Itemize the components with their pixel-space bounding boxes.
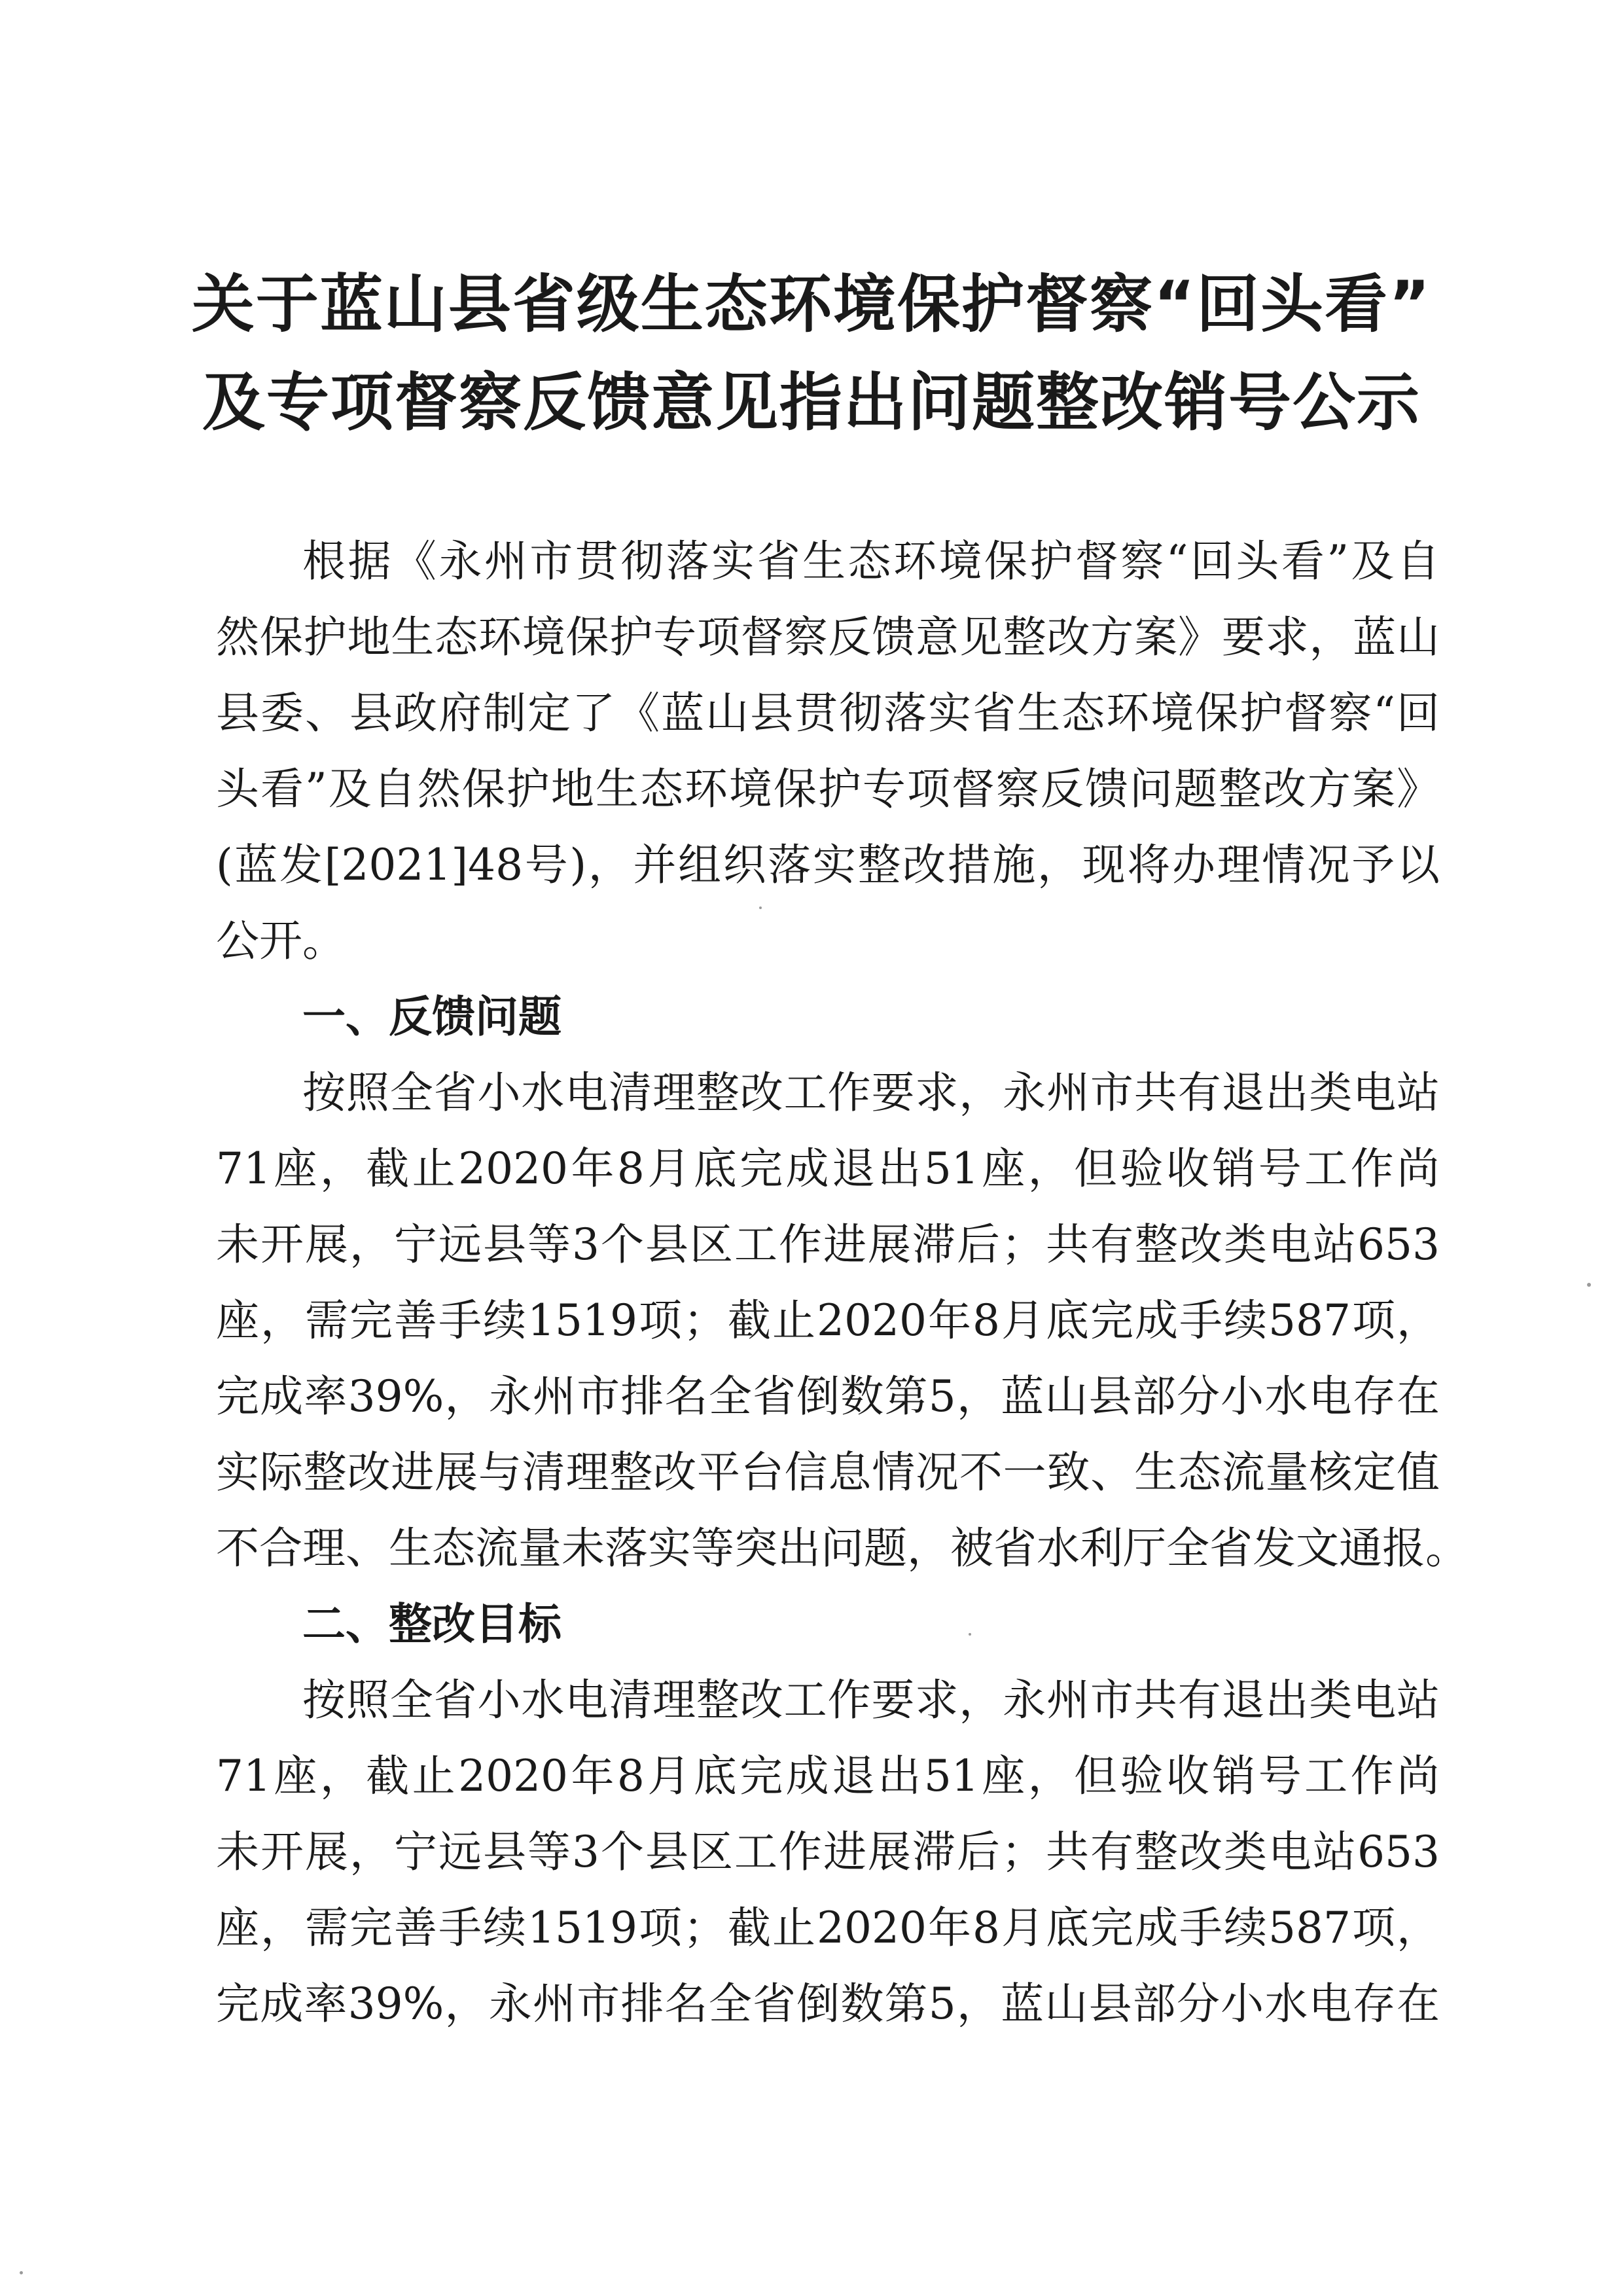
section2-line: 座，需完善手续1519项；截止2020年8月底完成手续587项， bbox=[216, 1903, 1440, 1953]
section-heading-feedback: 一、反馈问题 bbox=[302, 992, 562, 1042]
intro-line: 然保护地生态环境保护专项督察反馈意见整改方案》要求，蓝山 bbox=[216, 612, 1440, 662]
scan-speck bbox=[969, 1633, 971, 1636]
section2-line: 完成率39%，永州市排名全省倒数第5，蓝山县部分小水电存在 bbox=[216, 1979, 1440, 2029]
intro-line: 县委、县政府制定了《蓝山县贯彻落实省生态环境保护督察“回 bbox=[216, 688, 1440, 738]
section1-line: 座，需完善手续1519项；截止2020年8月底完成手续587项， bbox=[216, 1295, 1440, 1346]
section1-line: 完成率39%，永州市排名全省倒数第5，蓝山县部分小水电存在 bbox=[216, 1371, 1440, 1422]
scan-speck bbox=[759, 906, 762, 909]
section2-line: 未开展，宁远县等3个县区工作进展滞后；共有整改类电站653 bbox=[216, 1827, 1440, 1877]
intro-line: (蓝发[2021]48号)，并组织落实整改措施，现将办理情况予以 bbox=[216, 840, 1440, 890]
section1-line: 未开展，宁远县等3个县区工作进展滞后；共有整改类电站653 bbox=[216, 1219, 1440, 1270]
section1-line: 实际整改进展与清理整改平台信息情况不一致、生态流量核定值 bbox=[216, 1447, 1440, 1498]
section2-line: 71座，截止2020年8月底完成退出51座，但验收销号工作尚 bbox=[216, 1751, 1440, 1801]
section1-line: 71座，截止2020年8月底完成退出51座，但验收销号工作尚 bbox=[216, 1143, 1440, 1194]
section-heading-goal: 二、整改目标 bbox=[302, 1599, 562, 1649]
intro-line: 公开。 bbox=[216, 916, 346, 966]
document-title-line-1: 关于蓝山县省级生态环境保护督察“回头看” bbox=[191, 268, 1432, 341]
scan-speck bbox=[1587, 1283, 1591, 1287]
intro-line: 头看”及自然保护地生态环境保护专项督察反馈问题整改方案》 bbox=[216, 764, 1440, 814]
section2-line: 按照全省小水电清理整改工作要求，永州市共有退出类电站 bbox=[302, 1675, 1440, 1725]
document-title-line-2: 及专项督察反馈意见指出问题整改销号公示 bbox=[202, 366, 1421, 439]
section1-line: 不合理、生态流量未落实等突出问题，被省水利厅全省发文通报。 bbox=[216, 1523, 1469, 1573]
intro-line: 根据《永州市贯彻落实省生态环境保护督察“回头看”及自 bbox=[302, 536, 1440, 586]
section1-line: 按照全省小水电清理整改工作要求，永州市共有退出类电站 bbox=[302, 1067, 1440, 1118]
scan-speck bbox=[20, 2271, 23, 2274]
